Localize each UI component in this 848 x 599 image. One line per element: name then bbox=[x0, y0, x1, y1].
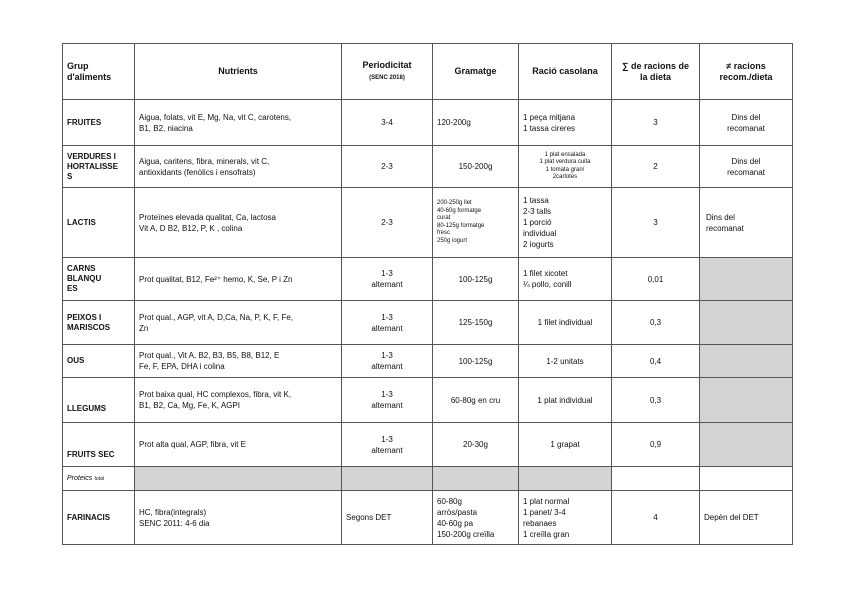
nutrients-cell bbox=[135, 378, 342, 423]
gramatge-cell bbox=[433, 491, 519, 545]
racio-cell bbox=[519, 491, 612, 545]
racio-cell: 1 plat individual bbox=[519, 378, 612, 423]
cell-line: CARNS bbox=[67, 264, 96, 273]
group-cell: OUS bbox=[63, 345, 135, 378]
cell-line: Prot baixa qual, HC complexos, fibra, vit K, bbox=[139, 390, 292, 399]
nutrients-cell: Prot alta qual, AGP, fibra, vit E bbox=[135, 423, 342, 467]
header-neq bbox=[700, 44, 793, 100]
gramatge-cell: 20-30g bbox=[433, 423, 519, 467]
cell-line: 1-3 bbox=[381, 312, 393, 322]
cell-line: rebanaes bbox=[523, 518, 557, 528]
nutrients-cell bbox=[135, 100, 342, 146]
cell-line: Vit A, D B2, B12, P, K , colina bbox=[139, 223, 243, 233]
cell-line: 1 tassa bbox=[523, 196, 549, 205]
racio-cell bbox=[519, 146, 612, 188]
header-nutrients: Nutrients bbox=[135, 44, 342, 100]
cell-line: 1 peça mitjana bbox=[523, 112, 576, 122]
nutrients-cell bbox=[135, 146, 342, 188]
periodicitat-cell bbox=[342, 345, 433, 378]
gramatge-cell-empty bbox=[433, 467, 519, 491]
nutrition-table bbox=[62, 43, 793, 545]
cell-line: ES bbox=[67, 284, 78, 293]
periodicitat-cell: 3-4 bbox=[342, 100, 433, 146]
cell-line: 60-80g bbox=[437, 496, 462, 506]
neq-cell-empty bbox=[700, 345, 793, 378]
cell-line: recomanat bbox=[727, 167, 765, 177]
group-cell: FARINACIS bbox=[63, 491, 135, 545]
cell-line: arròs/pasta bbox=[437, 507, 478, 517]
sum-cell: 0,9 bbox=[612, 423, 700, 467]
cell-line: individual bbox=[523, 229, 557, 238]
header-sum bbox=[612, 44, 700, 100]
header-neq-line: ≠ racions bbox=[726, 60, 766, 71]
cell-line: 80-125g formatge bbox=[437, 222, 485, 229]
group-cell bbox=[63, 467, 135, 491]
sum-cell: 0,3 bbox=[612, 301, 700, 345]
nutrients-cell: Prot qualitat, B12, Fe²⁺ hemo, K, Se, P i Zn bbox=[135, 258, 342, 301]
sum-cell: 3 bbox=[612, 100, 700, 146]
header-grup-line: d'aliments bbox=[67, 71, 112, 82]
proteics-label: Proteics bbox=[67, 475, 93, 482]
proteics-sublabel: total bbox=[94, 476, 104, 482]
periodicitat-cell: 2-3 bbox=[342, 146, 433, 188]
periodicitat-cell bbox=[342, 258, 433, 301]
neq-cell-empty bbox=[700, 301, 793, 345]
racio-cell: 1 filet individual bbox=[519, 301, 612, 345]
racio-cell bbox=[519, 258, 612, 301]
sum-cell: 3 bbox=[612, 188, 700, 258]
header-grup bbox=[63, 44, 135, 100]
sum-cell: 0,3 bbox=[612, 378, 700, 423]
group-cell bbox=[63, 301, 135, 345]
racio-cell: 1 grapat bbox=[519, 423, 612, 467]
cell-line: B1, B2, Ca, Mg, Fe, K, AGPI bbox=[139, 401, 240, 410]
cell-line: BLANQU bbox=[67, 274, 102, 283]
group-cell: FRUITES bbox=[63, 100, 135, 146]
cell-line: 1 plat verdura cuita bbox=[539, 159, 591, 165]
cell-line: 1-3 bbox=[381, 351, 393, 360]
sum-cell: 0,4 bbox=[612, 345, 700, 378]
cell-line: 40-60g formatge bbox=[437, 207, 482, 214]
cell-line: Dins del bbox=[731, 156, 761, 166]
group-cell bbox=[63, 258, 135, 301]
gramatge-cell: 125-150g bbox=[433, 301, 519, 345]
neq-cell: Depèn del DET bbox=[700, 491, 793, 545]
group-cell: LLEGUMS bbox=[63, 378, 135, 423]
cell-line: Proteïnes elevada qualitat, Ca, lactosa bbox=[139, 212, 276, 222]
neq-cell-empty bbox=[700, 378, 793, 423]
cell-line: Fe, F, EPA, DHA i colina bbox=[139, 362, 225, 371]
cell-line: fresc bbox=[437, 230, 451, 236]
cell-line: 1-3 bbox=[381, 390, 393, 399]
table-row bbox=[63, 345, 793, 378]
sum-cell: 0,01 bbox=[612, 258, 700, 301]
cell-line: Aigua, caritens, fibra, minerals, vit C, bbox=[139, 156, 270, 166]
header-periodicitat bbox=[342, 44, 433, 100]
cell-line: 1 filet xicotet bbox=[523, 269, 568, 278]
cell-line: 1 creïlla gran bbox=[523, 529, 570, 539]
cell-line: 1 porció bbox=[523, 218, 552, 227]
cell-line: S bbox=[67, 171, 73, 181]
racio-cell: 1-2 unitats bbox=[519, 345, 612, 378]
cell-line: B1, B2, niacina bbox=[139, 123, 193, 133]
header-neq-line: recom./dieta bbox=[719, 71, 773, 82]
table-row bbox=[63, 188, 793, 258]
table-row bbox=[63, 467, 793, 491]
cell-line: 2 iogurts bbox=[523, 240, 554, 249]
header-grup-line: Grup bbox=[67, 60, 89, 71]
cell-line: 2carlotes bbox=[552, 174, 578, 180]
header-racio: Ració casolana bbox=[519, 44, 612, 100]
racio-cell bbox=[519, 100, 612, 146]
table-row bbox=[63, 491, 793, 545]
cell-line: alternant bbox=[371, 362, 403, 371]
gramatge-cell: 150-200g bbox=[433, 146, 519, 188]
cell-line: PEIXOS I bbox=[67, 312, 102, 322]
cell-line: Prot qual., AGP, vit A, D,Ca, Na, P, K, F, Fe, bbox=[139, 312, 293, 322]
neq-cell bbox=[700, 146, 793, 188]
cell-line: MARISCOS bbox=[67, 322, 111, 332]
cell-line: Aigua, folats, vit E, Mg, Na, vit C, carotens, bbox=[139, 112, 292, 122]
cell-line: 1 tassa cireres bbox=[523, 123, 576, 133]
cell-line: alternant bbox=[371, 280, 403, 289]
cell-line: alternant bbox=[371, 445, 403, 455]
table-row bbox=[63, 146, 793, 188]
sum-cell: 2 bbox=[612, 146, 700, 188]
neq-cell-empty bbox=[700, 258, 793, 301]
cell-line: 40-60g pa bbox=[437, 518, 474, 528]
header-gramatge: Gramatge bbox=[433, 44, 519, 100]
group-cell bbox=[63, 146, 135, 188]
cell-line: Zn bbox=[139, 323, 149, 333]
cell-line: 1-3 bbox=[381, 434, 393, 444]
nutrients-cell bbox=[135, 301, 342, 345]
nutrients-cell bbox=[135, 188, 342, 258]
nutrients-cell bbox=[135, 345, 342, 378]
nutrients-cell-empty bbox=[135, 467, 342, 491]
cell-line: antioxidants (fenòlics i ensofrats) bbox=[139, 167, 256, 177]
cell-line: HORTALISSE bbox=[67, 161, 118, 171]
header-sum-line: la dieta bbox=[639, 71, 671, 82]
gramatge-cell: 60-80g en cru bbox=[433, 378, 519, 423]
header-periodicitat-note: (SENC 2018) bbox=[369, 75, 405, 82]
cell-line: recomanat bbox=[727, 123, 765, 133]
cell-line: SENC 2011: 4-6 dia bbox=[139, 518, 210, 528]
table-row bbox=[63, 100, 793, 146]
cell-line: alternant bbox=[371, 323, 403, 333]
periodicitat-cell bbox=[342, 301, 433, 345]
sum-cell: 4 bbox=[612, 491, 700, 545]
cell-line: 1 plat ensalada bbox=[544, 151, 586, 158]
cell-line: Dins del bbox=[706, 212, 735, 222]
table-row bbox=[63, 258, 793, 301]
cell-line: ¼ pollo, conill bbox=[523, 280, 572, 289]
cell-line: 1-3 bbox=[381, 269, 393, 278]
cell-line: 1 plat normal bbox=[523, 496, 570, 506]
cell-line: curat bbox=[437, 215, 451, 221]
cell-line: alternant bbox=[371, 401, 403, 410]
cell-line: Dins del bbox=[731, 112, 761, 122]
header-periodicitat-label: Periodicitat bbox=[362, 60, 412, 71]
gramatge-cell: 100-125g bbox=[433, 345, 519, 378]
table-row bbox=[63, 378, 793, 423]
gramatge-cell: 100-125g bbox=[433, 258, 519, 301]
table-row bbox=[63, 423, 793, 467]
cell-line: HC, fibra(integrals) bbox=[139, 507, 207, 517]
cell-line: 250g iogurt bbox=[437, 237, 468, 244]
racio-cell bbox=[519, 188, 612, 258]
racio-cell-empty bbox=[519, 467, 612, 491]
cell-line: VERDURES I bbox=[67, 151, 116, 161]
neq-cell bbox=[700, 100, 793, 146]
periodicitat-cell bbox=[342, 378, 433, 423]
sum-cell-empty bbox=[612, 467, 700, 491]
periodicitat-cell: Segons DET bbox=[342, 491, 433, 545]
gramatge-cell: 120-200g bbox=[433, 100, 519, 146]
neq-cell-empty bbox=[700, 467, 793, 491]
group-cell: FRUITS SEC bbox=[63, 423, 135, 467]
cell-line: 1 panet/ 3-4 bbox=[523, 507, 566, 517]
periodicitat-cell bbox=[342, 423, 433, 467]
neq-cell-empty bbox=[700, 423, 793, 467]
cell-line: 1 tomata gran/ bbox=[545, 166, 585, 173]
cell-line: 200-250g llet bbox=[437, 200, 472, 206]
cell-line: 150-200g creïlla bbox=[437, 529, 495, 539]
cell-line: 2-3 talls bbox=[523, 207, 552, 216]
cell-line: Prot qual., Vit A, B2, B3, B5, B8, B12, E bbox=[139, 351, 280, 360]
periodicitat-cell-empty bbox=[342, 467, 433, 491]
header-sum-line: ∑ de racions de bbox=[622, 60, 689, 71]
group-cell: LACTIS bbox=[63, 188, 135, 258]
periodicitat-cell: 2-3 bbox=[342, 188, 433, 258]
nutrients-cell bbox=[135, 491, 342, 545]
cell-line: recomanat bbox=[706, 223, 744, 233]
table-row bbox=[63, 301, 793, 345]
gramatge-cell bbox=[433, 188, 519, 258]
header-row bbox=[63, 44, 793, 100]
neq-cell bbox=[700, 188, 793, 258]
